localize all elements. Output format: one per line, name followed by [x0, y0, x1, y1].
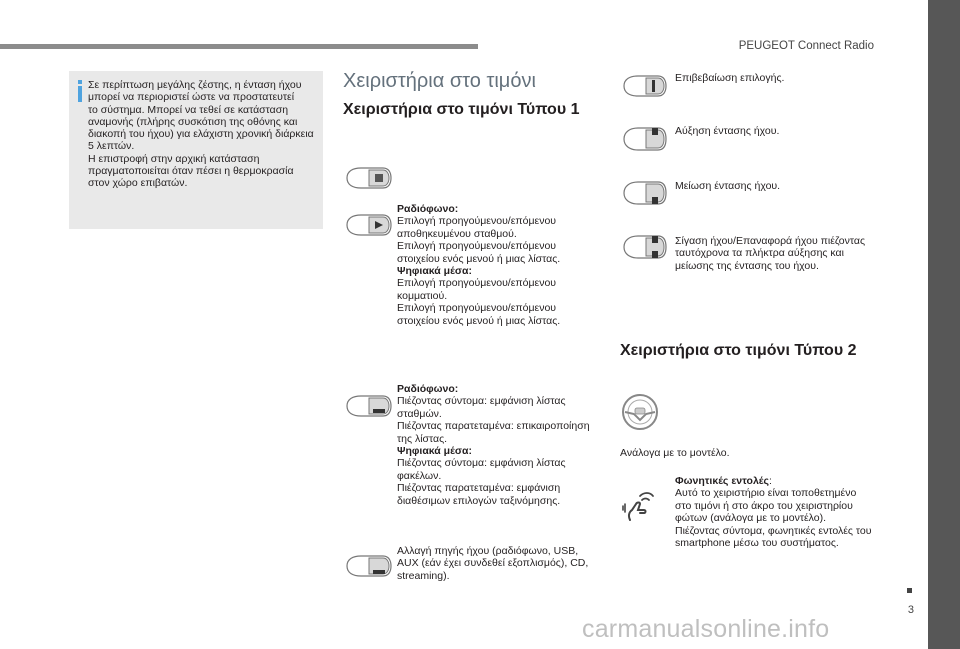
steering-wheel-icon — [620, 392, 660, 432]
list-item: Αύξηση έντασης ήχου. — [675, 125, 780, 137]
list-item: Ραδιόφωνο: Πιέζοντας σύντομα: εμφάνιση λίστας σταθμών. Πιέζοντας παρατεταμένα: επικαιροποίηση της λίστας. Ψηφιακά μέσα: Πιέζοντας σύντομα: εμφάνιση λίστας φακέλων. Πιέζοντας παρατεταμένα: εμφάνιση διαθέσιμων επιλογών ταξινόμησης. — [397, 383, 590, 507]
info-icon — [78, 80, 82, 102]
section-title: Χειριστήρια στο τιμόνι — [343, 70, 536, 92]
list-item: Επιβεβαίωση επιλογής. — [675, 72, 785, 84]
page-edge-strip — [928, 0, 960, 649]
type1-heading: Χειριστήρια στο τιμόνι Τύπου 1 — [343, 101, 580, 118]
stalk-control-icon — [345, 212, 393, 238]
header-rule — [0, 44, 478, 49]
list-item: Ραδιόφωνο: Επιλογή προηγούμενου/επόμενου αποθηκευμένου σταθμού. Επιλογή προηγούμενου/επόμενου στοιχείου ενός μενού ή μιας λίστας. Ψηφιακά μέσα: Επιλογή προηγούμενου/επόμενου κομματιού. Επιλογή προηγούμενου/επόμενου στοιχείου ενός μενού ή μιας λίστας. — [397, 203, 561, 327]
stalk-control-icon — [622, 178, 668, 208]
type2-heading: Χειριστήρια στο τιμόνι Τύπου 2 — [620, 342, 857, 359]
watermark: carmanualsonline.info — [582, 615, 830, 643]
stalk-control-icon — [622, 124, 668, 154]
stalk-control-icon — [622, 72, 668, 100]
stalk-control-icon — [345, 393, 393, 419]
info-note-text: Σε περίπτωση μεγάλης ζέστης, η ένταση ήχου μπορεί να περιοριστεί ώστε να προστατευτεί το σύστημα. Μπορεί να τεθεί σε κατάσταση αναμονής (πλήρης συσκότιση της οθόνης και διακοπή του ήχου) για ελάχιστη χρονική διάρκεια 5 λεπτών. Η επιστροφή στην αρχική κατάσταση πραγματοποιείται όταν πέσει η θερμοκρασία στον χώρο επιβατών. — [88, 79, 314, 190]
model-note: Ανάλογα με το μοντέλο. — [620, 447, 730, 459]
info-note — [69, 71, 323, 229]
stalk-control-icon — [622, 232, 668, 262]
header-brand: PEUGEOT Connect Radio — [738, 40, 874, 52]
page-number: 3 — [907, 604, 914, 616]
list-item: Σίγαση ήχου/Επαναφορά ήχου πιέζοντας ταυτόχρονα τα πλήκτρα αύξησης και μείωσης της έντασης του ήχου. — [675, 235, 866, 272]
list-item: Αλλαγή πηγής ήχου (ραδιόφωνο, USB, AUX (εάν έχει συνδεθεί εξοπλισμός), CD, streaming). — [397, 545, 589, 582]
page-marker — [907, 588, 912, 593]
stalk-control-icon — [345, 165, 393, 191]
voice-command-icon — [622, 490, 658, 524]
list-item: Μείωση έντασης ήχου. — [675, 180, 781, 192]
list-item: Φωνητικές εντολές: Αυτό το χειριστήριο είναι τοποθετημένο στο τιμόνι ή στο άκρο του χειριστηρίου φώτων (ανάλογα με το μοντέλο). Πιέζοντας σύντομα, φωνητικές εντολές του smartphone μέσω του συστήματος. — [675, 475, 872, 550]
stalk-control-icon — [345, 553, 393, 579]
